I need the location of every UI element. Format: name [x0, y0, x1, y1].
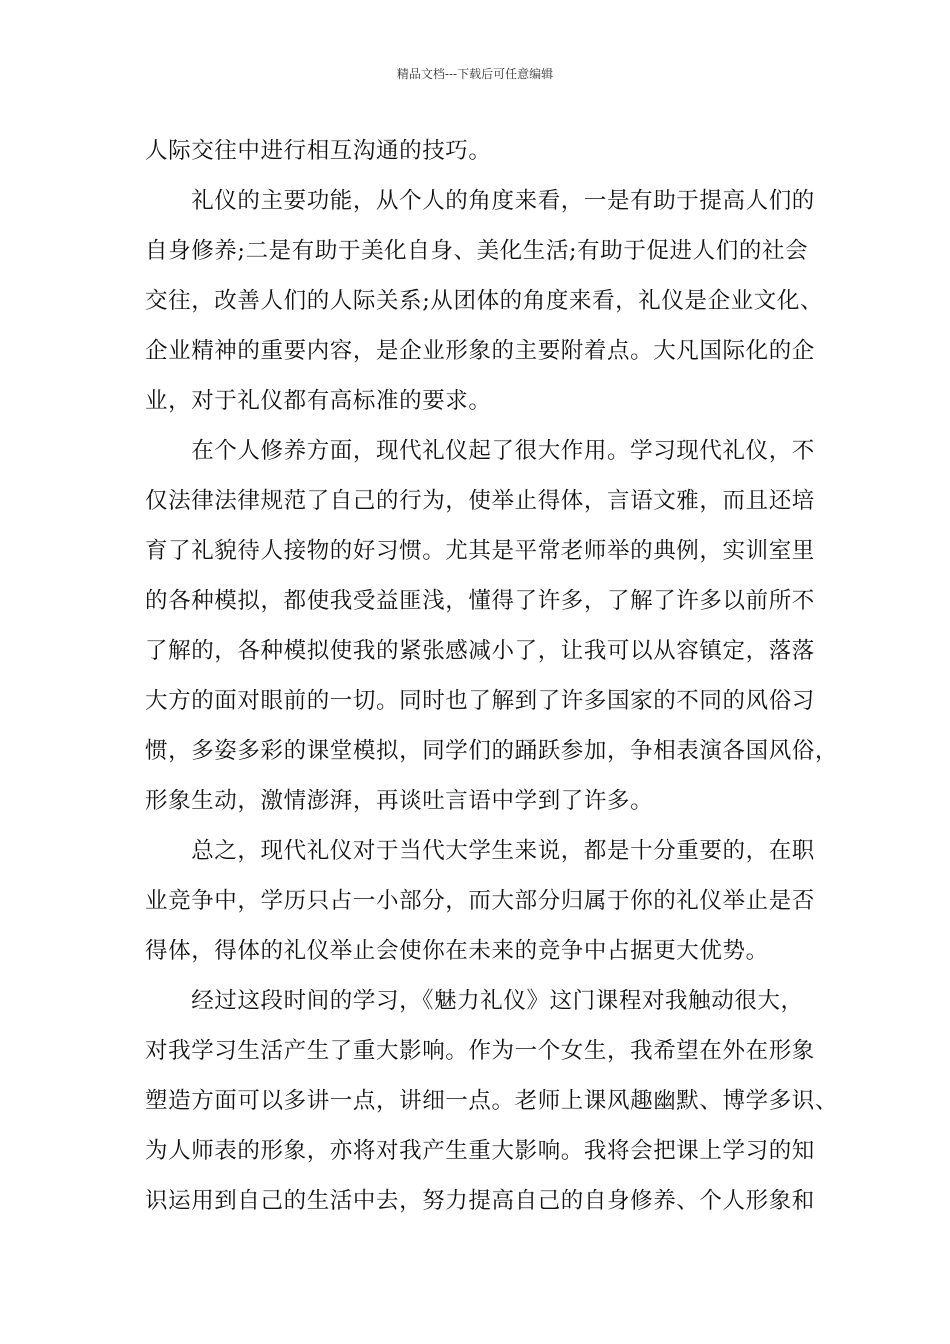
- text-line: 在个人修养方面，现代礼仪起了很大作用。学习现代礼仪，不: [145, 438, 815, 464]
- text-line: 人际交往中进行相互沟通的技巧。: [145, 138, 492, 164]
- text-line: 塑造方面可以多讲一点，讲细一点。老师上课风趣幽默、博学多识、: [145, 1088, 839, 1114]
- text-line: 育了礼貌待人接物的好习惯。尤其是平常老师举的典例，实训室里: [145, 538, 815, 564]
- text-line: 得体，得体的礼仪举止会使你在未来的竞争中占据更大优势。: [145, 938, 769, 964]
- text-line: 对我学习生活产生了重大影响。作为一个女生，我希望在外在形象: [145, 1038, 815, 1064]
- text-line: 惯，多姿多彩的课堂模拟，同学们的踊跃参加，争相表演各国风俗，: [145, 738, 839, 764]
- text-line: 为人师表的形象，亦将对我产生重大影响。我将会把课上学习的知: [145, 1138, 815, 1164]
- text-line: 交往，改善人们的人际关系;从团体的角度来看，礼仪是企业文化、: [145, 288, 824, 314]
- text-line: 仅法律法律规范了自己的行为，使举止得体，言语文雅，而且还培: [145, 488, 815, 514]
- page-header: 精品文档---下载后可任意编辑: [396, 67, 554, 81]
- text-line: 自身修养;二是有助于美化自身、美化生活;有助于促进人们的社会: [145, 238, 809, 264]
- text-line: 形象生动，激情澎湃，再谈吐言语中学到了许多。: [145, 788, 654, 814]
- text-line: 企业精神的重要内容，是企业形象的主要附着点。大凡国际化的企: [145, 338, 815, 364]
- text-line: 了解的，各种模拟使我的紧张感减小了，让我可以从容镇定，落落: [145, 638, 815, 664]
- text-line: 经过这段时间的学习，《魅力礼仪》这门课程对我触动很大，: [145, 988, 804, 1014]
- text-line: 业竞争中，学历只占一小部分，而大部分归属于你的礼仪举止是否: [145, 888, 815, 914]
- text-line: 礼仪的主要功能，从个人的角度来看，一是有助于提高人们的: [145, 188, 815, 214]
- text-line: 识运用到自己的生活中去，努力提高自己的自身修养、个人形象和: [145, 1188, 815, 1214]
- text-line: 大方的面对眼前的一切。同时也了解到了许多国家的不同的风俗习: [145, 688, 815, 714]
- text-line: 总之，现代礼仪对于当代大学生来说，都是十分重要的，在职: [145, 838, 815, 864]
- text-line: 的各种模拟，都使我受益匪浅，懂得了许多，了解了许多以前所不: [145, 588, 815, 614]
- text-line: 业，对于礼仪都有高标准的要求。: [145, 388, 492, 414]
